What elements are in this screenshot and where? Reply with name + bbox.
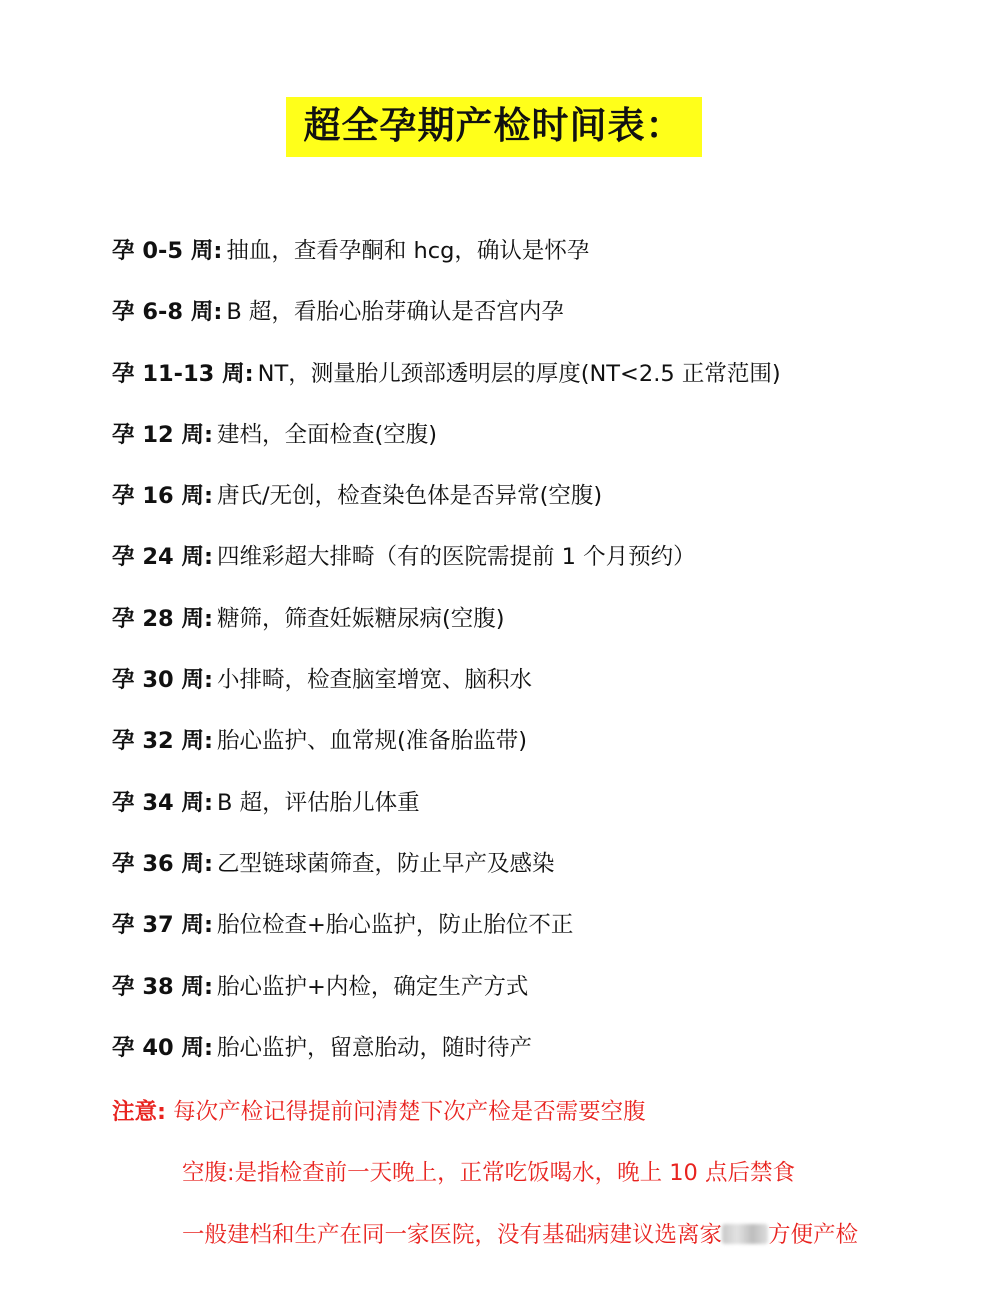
schedule-row: [112, 352, 972, 413]
week-label: 孕 34 周:: [112, 789, 213, 816]
week-label: 孕 16 周:: [112, 483, 213, 510]
watermark-blur: [722, 1224, 768, 1244]
schedule-row: [112, 290, 972, 351]
checkup-schedule: [112, 229, 972, 1087]
checkup-description: 胎位检查+胎心监护，防止胎位不正: [216, 912, 574, 939]
checkup-description: B 超，看胎心胎芽确认是否宫内孕: [226, 299, 564, 326]
schedule-row: [112, 229, 972, 290]
note-row: [112, 1151, 972, 1212]
week-label: 孕 37 周:: [112, 912, 213, 939]
note-text: 每次产检记得提前问清楚下次产检是否需要空腹: [173, 1099, 646, 1125]
schedule-row: [112, 1026, 972, 1087]
note-row: [112, 1090, 972, 1151]
week-label: 孕 38 周:: [112, 973, 213, 1000]
checkup-description: 胎心监护+内检，确定生产方式: [216, 973, 529, 1000]
schedule-row: [112, 781, 972, 842]
checkup-description: 抽血，查看孕酮和 hcg，确认是怀孕: [226, 238, 590, 264]
schedule-row: [112, 597, 972, 658]
week-label: 孕 24 周:: [112, 544, 213, 571]
schedule-row: [112, 474, 972, 535]
week-label: 孕 11-13 周:: [112, 360, 254, 387]
week-label: 孕 36 周:: [112, 850, 213, 877]
notes-section: [112, 1090, 972, 1274]
note-label: 注意:: [112, 1099, 166, 1125]
schedule-row: [112, 658, 972, 719]
checkup-description: 乙型链球菌筛查，防止早产及感染: [216, 850, 555, 877]
page-title: 超全孕期产检时间表：: [286, 97, 702, 157]
checkup-description: 唐氏/无创，检查染色体是否异常(空腹): [216, 483, 603, 510]
schedule-row: [112, 719, 972, 780]
note-text: 方便产检: [768, 1221, 859, 1248]
schedule-row: [112, 903, 972, 964]
checkup-description: 四维彩超大排畸（有的医院需提前 1 个月预约）: [216, 544, 696, 571]
checkup-description: NT，测量胎儿颈部透明层的厚度(NT<2.5 正常范围): [257, 360, 781, 387]
week-label: 孕 6-8 周:: [112, 299, 223, 326]
note-row: [112, 1213, 972, 1274]
schedule-row: [112, 842, 972, 903]
week-label: 孕 30 周:: [112, 667, 213, 694]
week-label: 孕 12 周:: [112, 421, 213, 448]
checkup-description: 糖筛，筛查妊娠糖尿病(空腹): [216, 605, 505, 632]
week-label: 孕 0-5 周:: [112, 238, 223, 264]
week-label: 孕 32 周:: [112, 728, 213, 755]
week-label: 孕 28 周:: [112, 605, 213, 632]
checkup-description: 建档，全面检查(空腹): [216, 421, 438, 448]
note-text: 空腹:是指检查前一天晚上，正常吃饭喝水，晚上 10 点后禁食: [182, 1160, 796, 1187]
note-text: 一般建档和生产在同一家医院，没有基础病建议选离家: [182, 1221, 723, 1248]
schedule-row: [112, 413, 972, 474]
schedule-row: [112, 965, 972, 1026]
title-container: [0, 97, 987, 157]
week-label: 孕 40 周:: [112, 1034, 213, 1061]
checkup-description: 胎心监护，留意胎动，随时待产: [216, 1034, 532, 1061]
checkup-description: 小排畸，检查脑室增宽、脑积水: [216, 667, 532, 694]
checkup-description: B 超，评估胎儿体重: [216, 789, 420, 816]
checkup-description: 胎心监护、血常规(准备胎监带): [216, 728, 528, 755]
schedule-row: [112, 535, 972, 596]
